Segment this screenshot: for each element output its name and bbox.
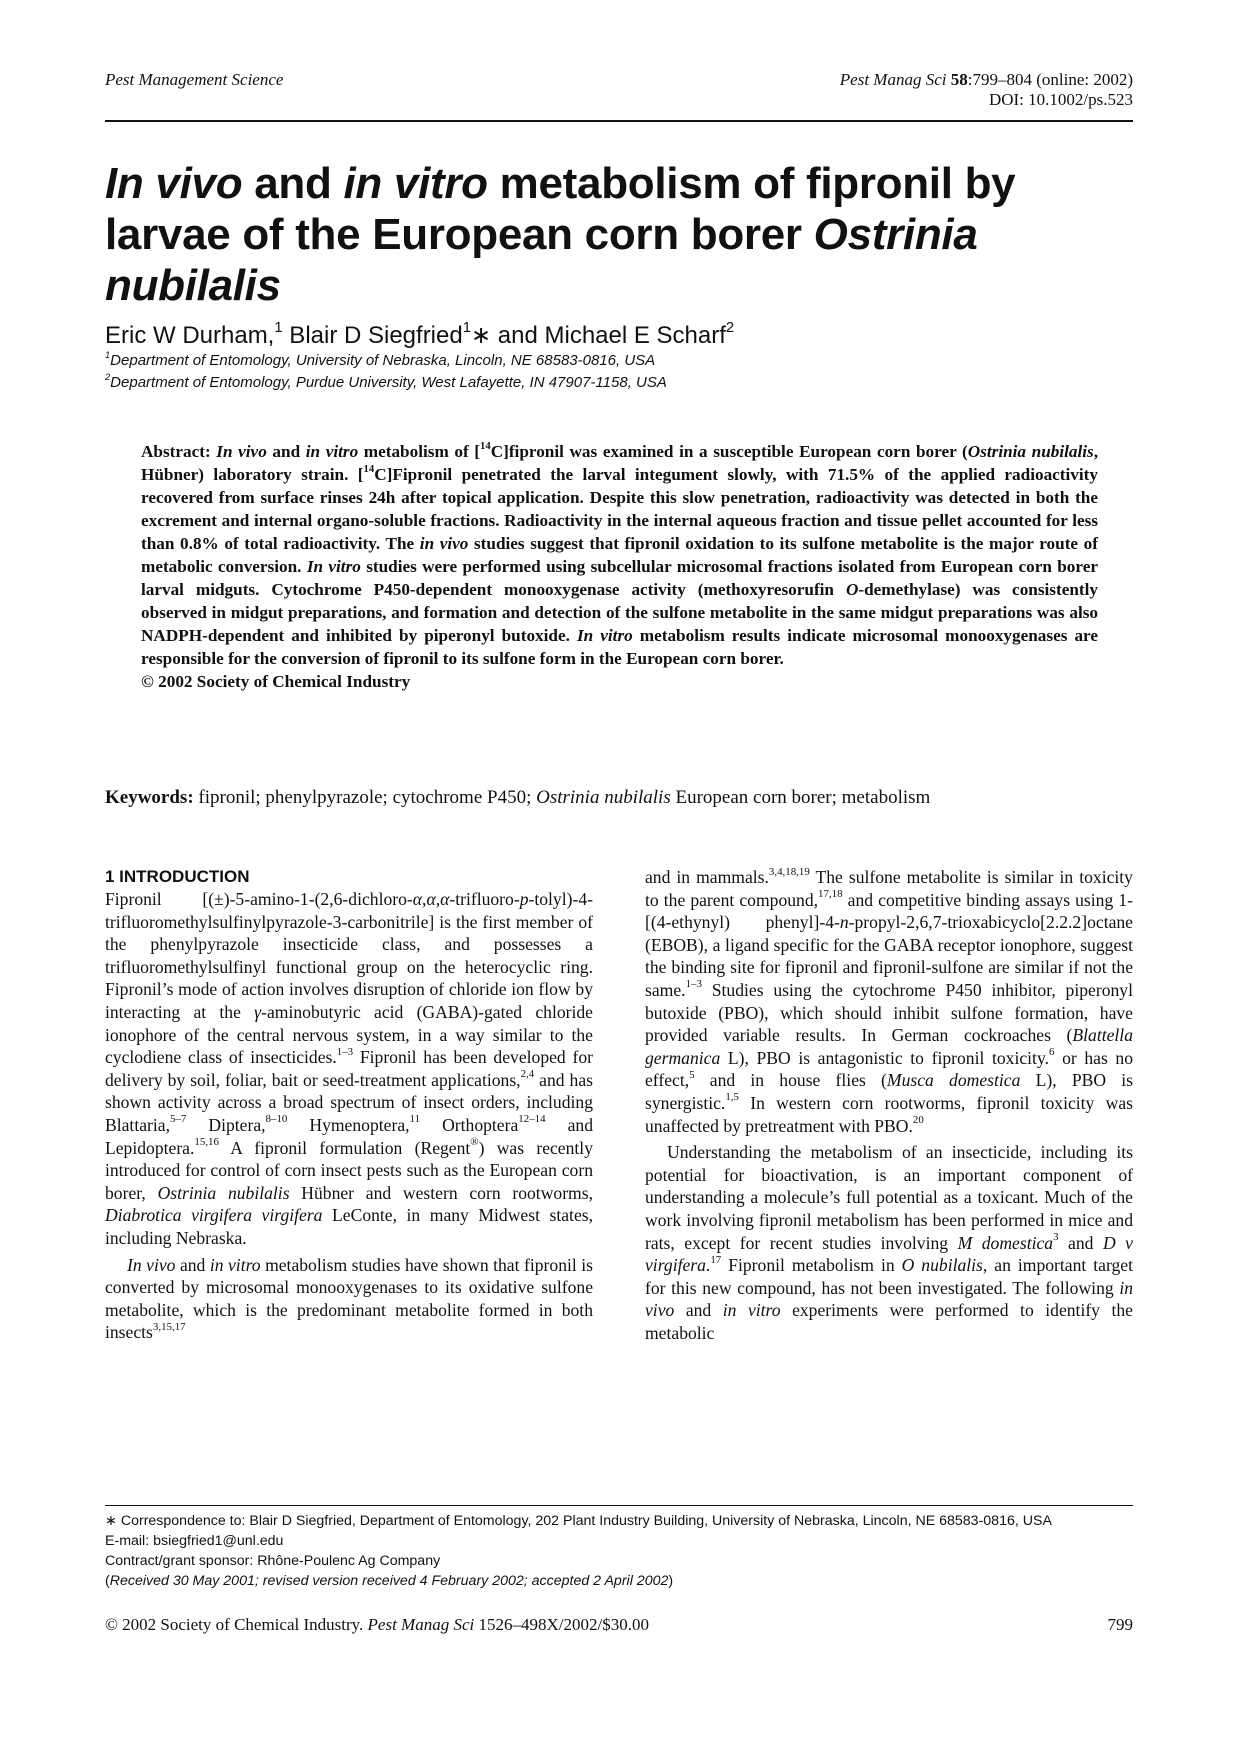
- body-column-right: [645, 866, 1133, 1344]
- running-header-citation: [840, 70, 1133, 110]
- paragraph: Understanding the metabolism of an insecticide, including its potential for bioactivation, is an important component of understanding a molecule’s full potential as a toxicant. Much of the work involving fipronil metabolism has been performed in mice and rats, except for recent studies involving M domestica$^3$ and D v virgifera.$^{17}$ Fipronil metabolism in O nubilalis, an important target for this new compound, has not been investigated. The following in vivo and in vitro experiments were performed to identify the metabolic: [645, 1142, 1133, 1343]
- citation-volume: 58: [950, 70, 968, 89]
- paragraph: In vivo and in vitro metabolism studies have shown that fipronil is converted by microsomal monooxygenases to its oxidative sulfone metabolite, which is the predominant metabolite formed in both insects$^{3,15,17}$: [105, 1254, 593, 1343]
- keywords: Keywords: fipronil; phenylpyrazole; cytochrome P450; Ostrinia nubilalis European corn borer; metabolism: [105, 787, 931, 808]
- doi[interactable]: DOI: 10.1002/ps.523: [988, 90, 1133, 109]
- email-note[interactable]: E-mail: bsiegfried1@unl.edu: [105, 1533, 284, 1549]
- abstract: Abstract: In vivo and in vitro metabolism of [$^{14}$C]fipronil was examined in a susceptible European corn borer (Ostrinia nubilalis, Hübner) laboratory strain. [$^{14}$C]Fipronil penetrated the larval integument slowly, with 71.5% of the applied radioactivity recovered from surface rinses 24h after topical application. Despite this slow penetration, radioactivity was detected in both the excrement and internal organo-soluble fractions. Radioactivity in the internal aqueous fraction and tissue pellet accounted for less than 0.8% of total radioactivity. The in vivo studies suggest that fipronil oxidation to its sulfone metabolite is the major route of metabolic conversion. In vitro studies were performed using subcellular microsomal fractions isolated from European corn borer larval midguts. Cytochrome P450-dependent monooxygenase activity (methoxyresorufin O-demethylase) was consistently observed in midgut preparations, and formation and detection of the sulfone metabolite in the same midgut preparations was also NADPH-dependent and inhibited by piperonyl butoxide. In vitro metabolism results indicate microsomal monooxygenases are responsible for the conversion of fipronil to its sulfone form in the European corn borer. © 2002 Society of Chemical Industry: [141, 440, 1099, 691]
- page-number: 799: [1107, 1615, 1133, 1634]
- footnotes: [105, 1511, 1135, 1591]
- section-heading-introduction: 1 INTRODUCTION: [105, 867, 250, 886]
- sponsor-note: Contract/grant sponsor: Rhône-Poulenc Ag Company: [105, 1553, 441, 1569]
- paragraph: and in mammals.$^{3,4,18,19}$ The sulfone metabolite is similar in toxicity to the parent compound,$^{17,18}$ and competitive binding assays using 1-[(4-ethynyl) phenyl]-4-n-propyl-2,6,7-trioxabicyclo[2.2.2]octane (EBOB), a ligand specific for the GABA receptor ionophore, suggest the binding site for fipronil and fipronil-sulfone are similar if not the same.$^{1-3}$ Studies using the cytochrome P450 inhibitor, piperonyl butoxide (PBO), which should inhibit sulfone formation, have provided variable results. In German cockroaches (Blattella germanica L), PBO is antagonistic to fipronil toxicity.$^6$ or has no effect,$^5$ and in house flies (Musca domestica L), PBO is synergistic.$^{1,5}$ In western corn rootworms, fipronil toxicity was unaffected by pretreatment with PBO.$^{20}$: [645, 865, 1133, 1136]
- correspondence-note: ∗ Correspondence to: Blair D Siegfried, Department of Entomology, 202 Plant Industry Building, University of Nebraska, Lincoln, NE 68583-0816, USA: [105, 1513, 1052, 1529]
- received-note: (Received 30 May 2001; revised version received 4 February 2002; accepted 2 April 2002): [105, 1573, 674, 1589]
- footer-copyright: © 2002 Society of Chemical Industry. Pest Manag Sci 1526–498X/2002/$30.00: [105, 1615, 649, 1634]
- citation-pages: :799–804 (online: 2002): [967, 70, 1133, 89]
- paragraph: Fipronil [(±)-5-amino-1-(2,6-dichloro-α,α,α-trifluoro-p-tolyl)-4-trifluoromethylsulfinylpyrazole-3-carbonitrile] is the first member of the phenylpyrazole insecticide class, and possesses a trifluoromethylsulfinyl functional group on the heterocyclic ring. Fipronil’s mode of action involves disruption of chloride ion flow by interacting at the γ-aminobutyric acid (GABA)-gated chloride ionophore of the central nervous system, in a way similar to the cyclodiene class of insecticides.$^{1-3}$ Fipronil has been developed for delivery by soil, foliar, bait or seed-treatment applications,$^{2,4}$ and has shown activity across a broad spectrum of insect orders, including Blattaria,$^{5-7}$ Diptera,$^{8-10}$ Hymenoptera,$^{11}$ Orthoptera$^{12-14}$ and Lepidoptera.$^{15,16}$ A fipronil formulation (Regent®) was recently introduced for control of corn insect pests such as the European corn borer, Ostrinia nubilalis Hübner and western corn rootworms, Diabrotica virgifera virgifera LeConte, in many Midwest states, including Nebraska.: [105, 889, 593, 1248]
- author-list: Eric W Durham,$^1$ Blair D Siegfried$^1$∗ and Michael E Scharf$^2$: [105, 319, 735, 349]
- abstract-copyright: © 2002 Society of Chemical Industry: [141, 672, 411, 691]
- affiliation-2: $^2$Department of Entomology, Purdue University, West Lafayette, IN 47907-1158, USA: [105, 371, 667, 391]
- header-rule: [105, 120, 1133, 122]
- citation-journal: Pest Manag Sci: [839, 70, 947, 89]
- affiliation-1: $^1$Department of Entomology, University of Nebraska, Lincoln, NE 68583-0816, USA: [105, 349, 656, 369]
- running-header-journal: Pest Management Science: [105, 70, 284, 89]
- footnote-rule: [105, 1505, 1133, 1506]
- body-column-left: [105, 866, 593, 1344]
- article-title: In vivo and in vitro metabolism of fipronil by larvae of the European corn borer Ostrinia nubilalis: [105, 159, 1016, 310]
